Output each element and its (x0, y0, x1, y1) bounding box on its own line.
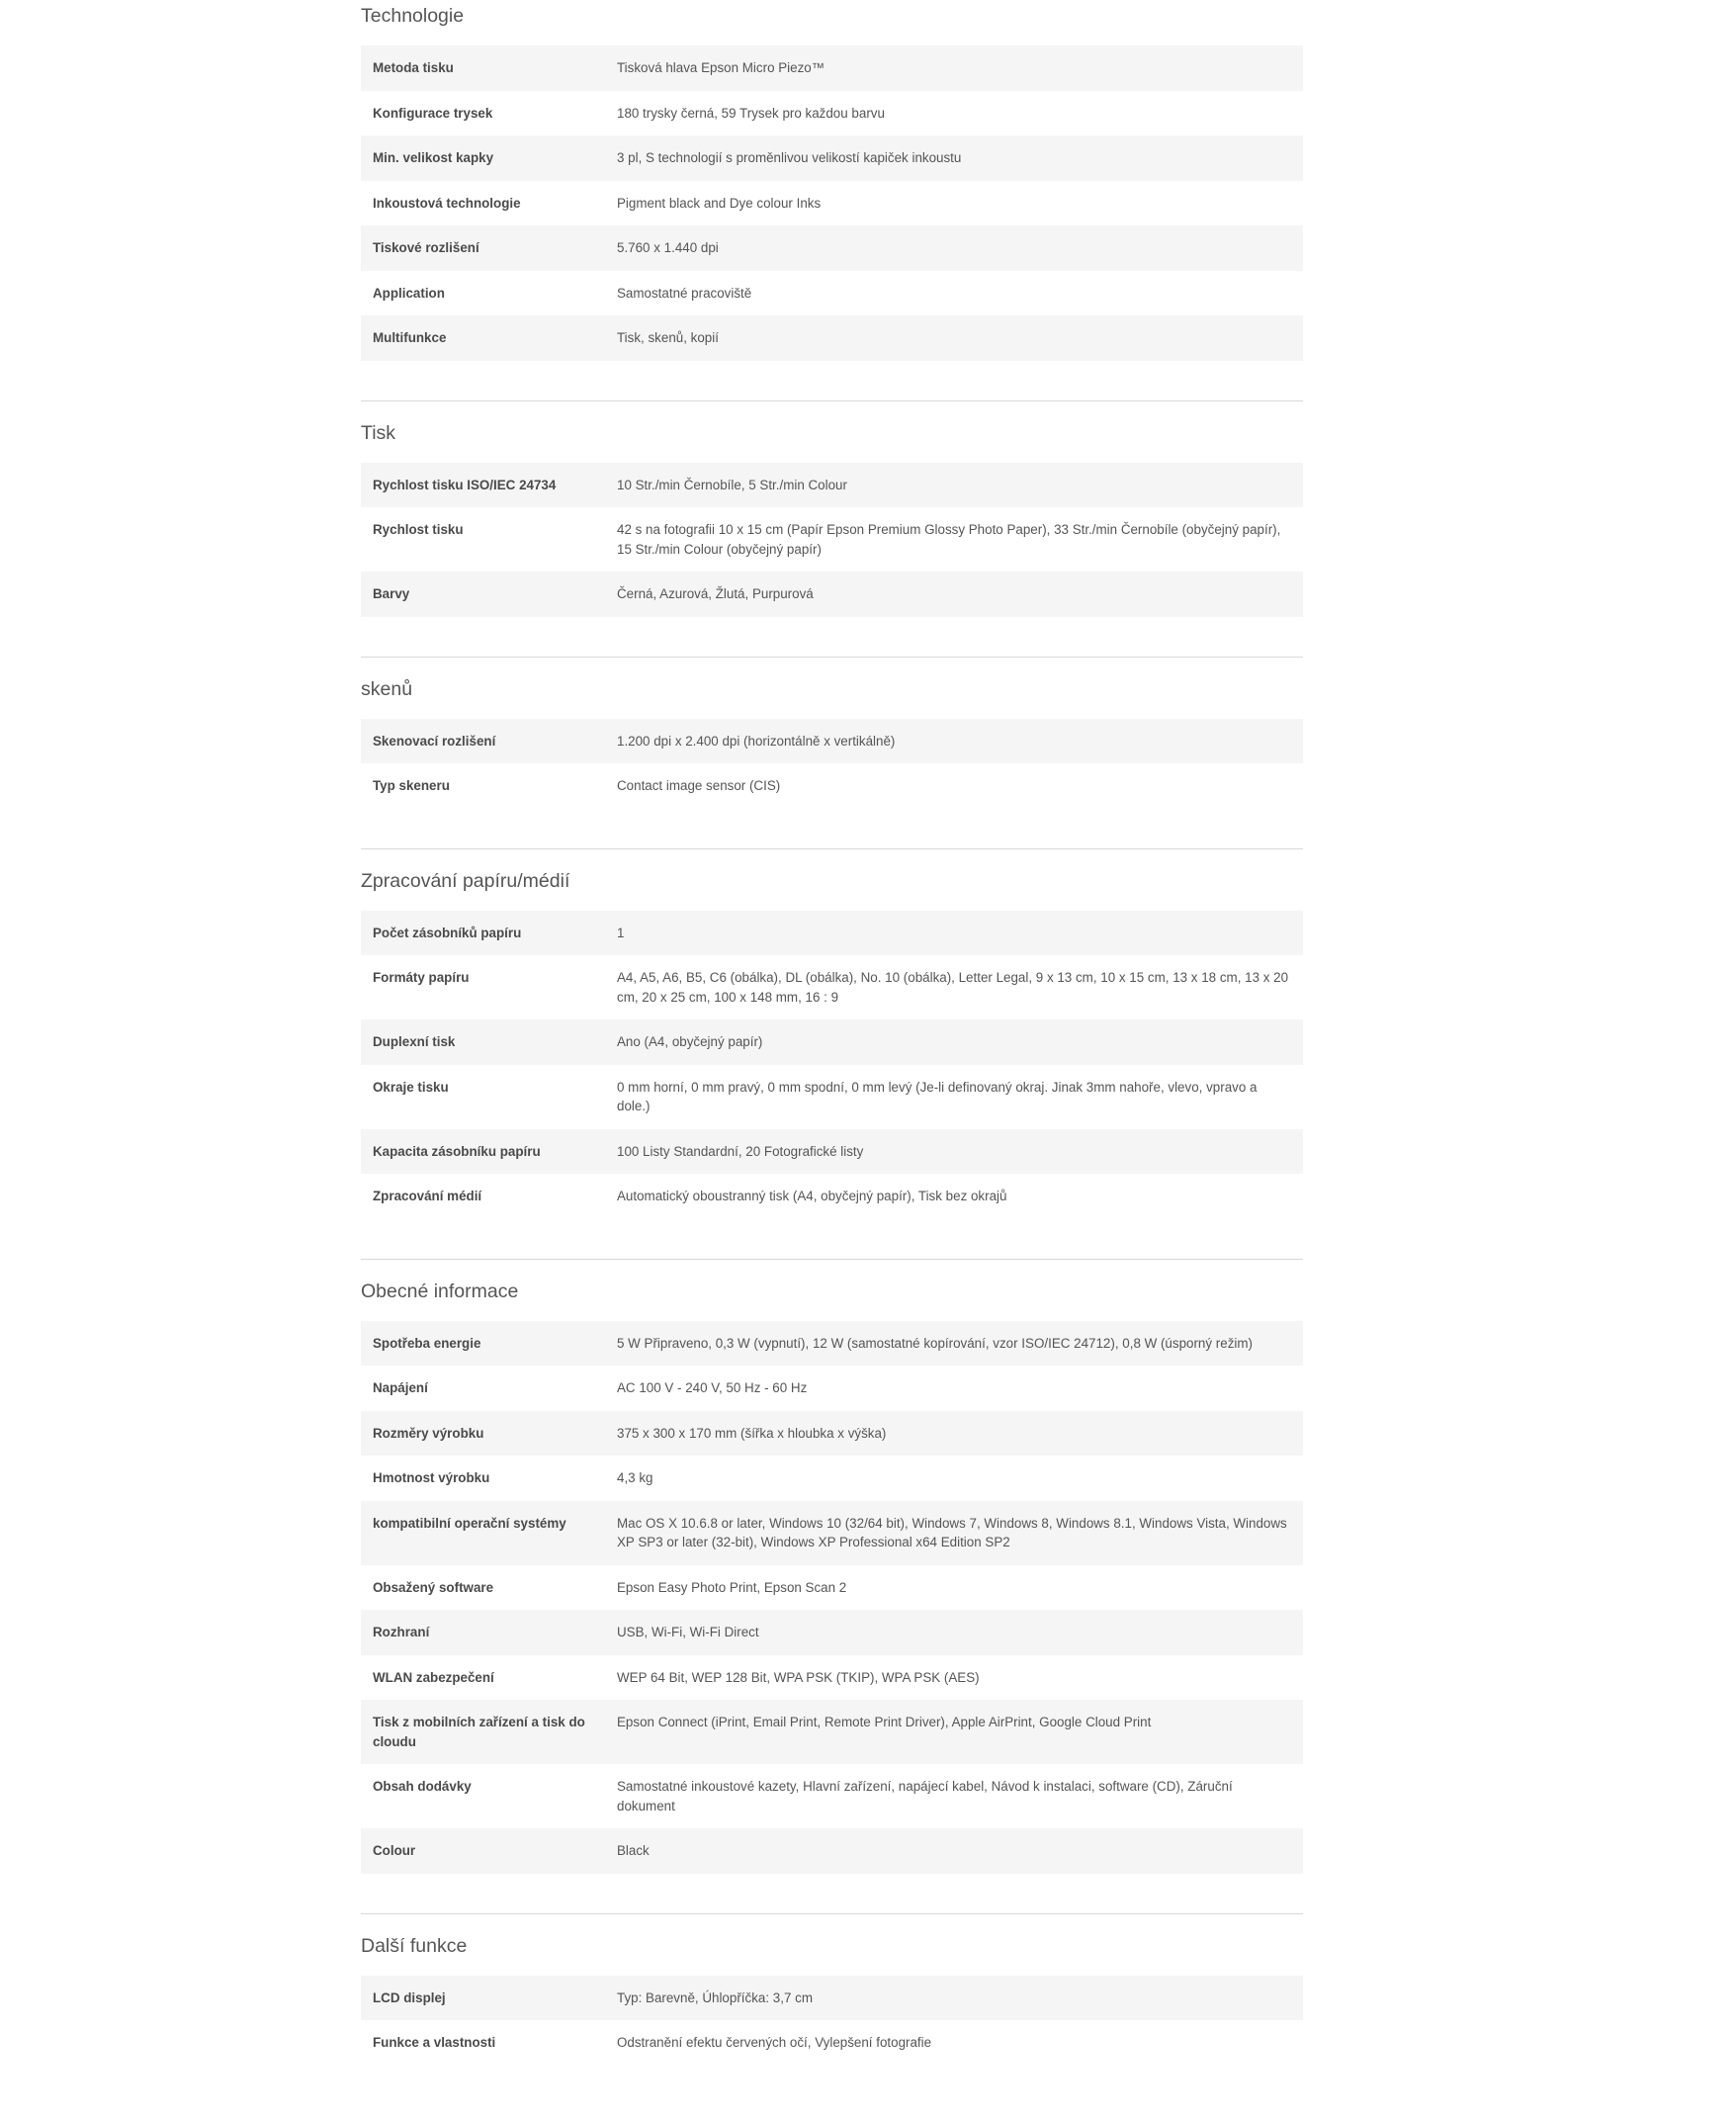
spec-label: Rychlost tisku (361, 507, 605, 572)
spec-container (361, 0, 1303, 2121)
spec-row (361, 1411, 1303, 1457)
spec-label: Kapacita zásobníku papíru (361, 1129, 605, 1175)
spec-label: Okraje tisku (361, 1065, 605, 1129)
spec-value: 1 (605, 911, 1303, 956)
spec-value: 42 s na fotografii 10 x 15 cm (Papír Epson Premium Glossy Photo Paper), 33 Str./min Černobíle (obyčejný papír), 15 Str./min Colour (obyčejný papír) (605, 507, 1303, 572)
spec-value: Typ: Barevně, Úhlopříčka: 3,7 cm (605, 1976, 1303, 2021)
spec-row (361, 1565, 1303, 1611)
spec-value: 180 trysky černá, 59 Trysek pro každou barvu (605, 91, 1303, 136)
spec-row (361, 225, 1303, 271)
spec-value: Mac OS X 10.6.8 or later, Windows 10 (32/64 bit), Windows 7, Windows 8, Windows 8.1, Windows Vista, Windows XP SP3 or later (32-bit), Windows XP Professional x64 Edition SP2 (605, 1501, 1303, 1565)
spec-row (361, 135, 1303, 181)
spec-row (361, 1129, 1303, 1175)
spec-label: Multifunkce (361, 315, 605, 361)
spec-row (361, 911, 1303, 956)
spec-row (361, 1828, 1303, 1874)
spec-table (361, 1976, 1303, 2066)
spec-value: Odstranění efektu červených očí, Vylepšení fotografie (605, 2020, 1303, 2066)
spec-label: Min. velikost kapky (361, 135, 605, 181)
spec-row (361, 1764, 1303, 1828)
section-title: Další funkce (361, 1934, 468, 1957)
spec-value: Černá, Azurová, Žlutá, Purpurová (605, 572, 1303, 617)
spec-label: Colour (361, 1828, 605, 1874)
spec-row (361, 1366, 1303, 1411)
spec-label: Typ skeneru (361, 763, 605, 809)
spec-label: kompatibilní operační systémy (361, 1501, 605, 1565)
spec-row (361, 181, 1303, 226)
spec-row (361, 1174, 1303, 1219)
spec-label: Metoda tisku (361, 45, 605, 91)
spec-value: Automatický oboustranný tisk (A4, obyčejný papír), Tisk bez okrajů (605, 1174, 1303, 1219)
spec-label: Formáty papíru (361, 955, 605, 1019)
spec-row (361, 315, 1303, 361)
spec-row (361, 955, 1303, 1019)
spec-value: 10 Str./min Černobíle, 5 Str./min Colour (605, 463, 1303, 508)
spec-value: 3 pl, S technologií s proměnlivou velikostí kapiček inkoustu (605, 135, 1303, 181)
spec-value: 100 Listy Standardní, 20 Fotografické listy (605, 1129, 1303, 1175)
spec-row (361, 1501, 1303, 1565)
spec-label: Barvy (361, 572, 605, 617)
spec-value: 4,3 kg (605, 1456, 1303, 1501)
spec-label: Inkoustová technologie (361, 181, 605, 226)
section-tisk (361, 417, 1303, 658)
spec-value: USB, Wi-Fi, Wi-Fi Direct (605, 1610, 1303, 1655)
section-skenu (361, 673, 1303, 849)
spec-value: Ano (A4, obyčejný papír) (605, 1019, 1303, 1065)
spec-row (361, 1321, 1303, 1367)
spec-row (361, 719, 1303, 764)
spec-value: Pigment black and Dye colour Inks (605, 181, 1303, 226)
spec-row (361, 1655, 1303, 1701)
spec-value: Samostatné inkoustové kazety, Hlavní zařízení, napájecí kabel, Návod k instalaci, software (CD), Záruční dokument (605, 1764, 1303, 1828)
spec-value: 1.200 dpi x 2.400 dpi (horizontálně x vertikálně) (605, 719, 1303, 764)
spec-label: Tisk z mobilních zařízení a tisk do cloudu (361, 1700, 605, 1764)
spec-label: Obsah dodávky (361, 1764, 605, 1828)
spec-value: Black (605, 1828, 1303, 1874)
spec-row (361, 1700, 1303, 1764)
spec-label: Rychlost tisku ISO/IEC 24734 (361, 463, 605, 508)
spec-value: Epson Connect (iPrint, Email Print, Remote Print Driver), Apple AirPrint, Google Cloud Print (605, 1700, 1303, 1764)
spec-value: Tisk, skenů, kopií (605, 315, 1303, 361)
spec-table (361, 1321, 1303, 1874)
spec-label: Application (361, 271, 605, 316)
section-technologie (361, 0, 1303, 401)
spec-row (361, 463, 1303, 508)
spec-label: Rozměry výrobku (361, 1411, 605, 1457)
spec-label: Napájení (361, 1366, 605, 1411)
spec-value: 0 mm horní, 0 mm pravý, 0 mm spodní, 0 mm levý (Je-li definovaný okraj. Jinak 3mm nahoře, vlevo, vpravo a dole.) (605, 1065, 1303, 1129)
spec-value: 5 W Připraveno, 0,3 W (vypnutí), 12 W (samostatné kopírování, vzor ISO/IEC 24712), 0,8 W (úsporný režim) (605, 1321, 1303, 1367)
spec-label: WLAN zabezpečení (361, 1655, 605, 1701)
spec-row (361, 1976, 1303, 2021)
spec-label: Zpracování médií (361, 1174, 605, 1219)
section-obecne-informace (361, 1276, 1303, 1914)
spec-row (361, 1610, 1303, 1655)
spec-label: Spotřeba energie (361, 1321, 605, 1367)
spec-value: Contact image sensor (CIS) (605, 763, 1303, 809)
spec-row (361, 91, 1303, 136)
spec-label: Obsažený software (361, 1565, 605, 1611)
spec-value: WEP 64 Bit, WEP 128 Bit, WPA PSK (TKIP), WPA PSK (AES) (605, 1655, 1303, 1701)
spec-value: Tisková hlava Epson Micro Piezo™ (605, 45, 1303, 91)
section-title: Zpracování papíru/médií (361, 869, 570, 892)
spec-value: AC 100 V - 240 V, 50 Hz - 60 Hz (605, 1366, 1303, 1411)
spec-table (361, 719, 1303, 809)
spec-value: Epson Easy Photo Print, Epson Scan 2 (605, 1565, 1303, 1611)
section-title: Tisk (361, 421, 396, 444)
spec-value: Samostatné pracoviště (605, 271, 1303, 316)
section-title: skenů (361, 677, 413, 700)
spec-row (361, 507, 1303, 572)
spec-row (361, 45, 1303, 91)
spec-value: 5.760 x 1.440 dpi (605, 225, 1303, 271)
spec-row (361, 1019, 1303, 1065)
spec-label: Funkce a vlastnosti (361, 2020, 605, 2066)
spec-table (361, 45, 1303, 361)
spec-label: Konfigurace trysek (361, 91, 605, 136)
spec-table (361, 463, 1303, 617)
spec-table (361, 911, 1303, 1219)
spec-row (361, 572, 1303, 617)
spec-label: Tiskové rozlišení (361, 225, 605, 271)
spec-label: Duplexní tisk (361, 1019, 605, 1065)
spec-row (361, 763, 1303, 809)
spec-label: Rozhraní (361, 1610, 605, 1655)
spec-row (361, 1065, 1303, 1129)
section-title: Obecné informace (361, 1280, 519, 1302)
spec-row (361, 1456, 1303, 1501)
section-title: Technologie (361, 5, 465, 27)
spec-label: Hmotnost výrobku (361, 1456, 605, 1501)
section-dalsi-funkce (361, 1930, 1303, 2105)
spec-label: LCD displej (361, 1976, 605, 2021)
spec-row (361, 271, 1303, 316)
spec-label: Počet zásobníků papíru (361, 911, 605, 956)
section-zpracovani-papiru (361, 865, 1303, 1260)
spec-label: Skenovací rozlišení (361, 719, 605, 764)
spec-value: A4, A5, A6, B5, C6 (obálka), DL (obálka), No. 10 (obálka), Letter Legal, 9 x 13 cm, 10 x 15 cm, 13 x 18 cm, 13 x 20 cm, 20 x 25 cm, 100 x 148 mm, 16 : 9 (605, 955, 1303, 1019)
spec-value: 375 x 300 x 170 mm (šířka x hloubka x výška) (605, 1411, 1303, 1457)
